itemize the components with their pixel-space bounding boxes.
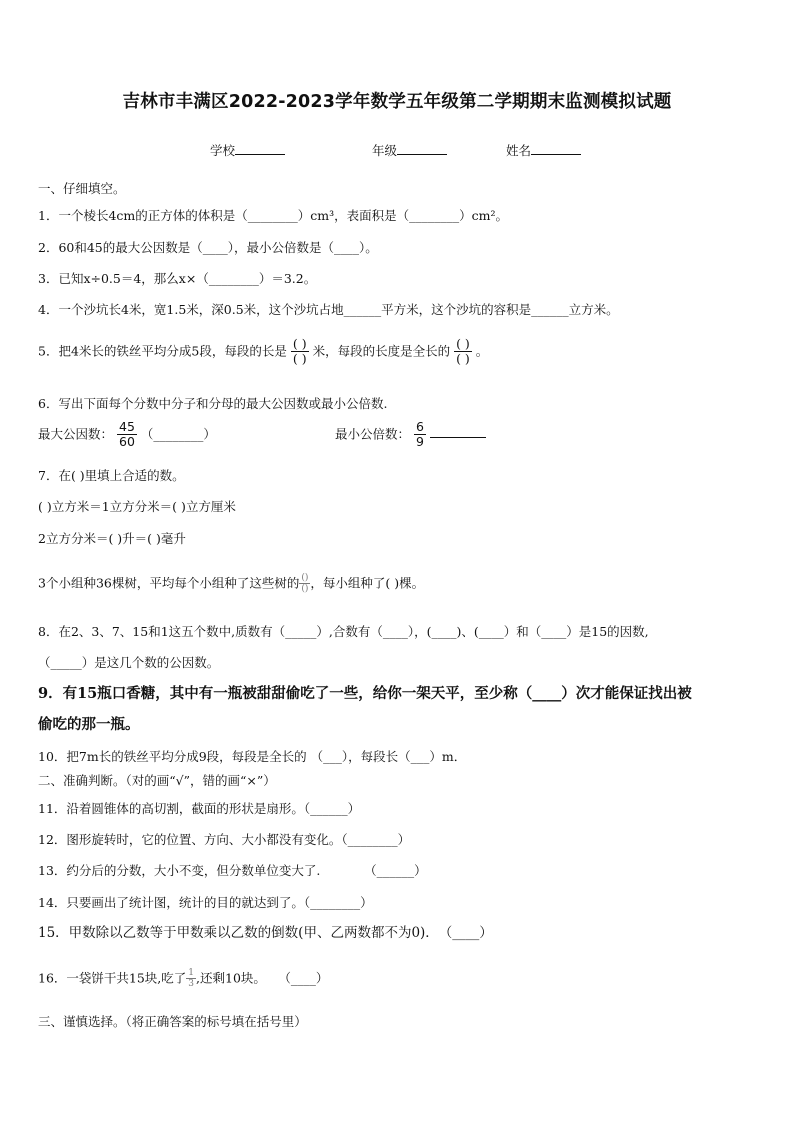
q6-f1-den: 60 bbox=[119, 434, 135, 450]
question-12: 12．图形旋转时，它的位置、方向、大小都没有变化。（________） bbox=[38, 832, 411, 847]
grade-label: 年级 bbox=[372, 143, 398, 158]
question-16 bbox=[38, 968, 328, 990]
q7c-fraction-blank bbox=[299, 573, 310, 595]
question-9: 9．有15瓶口香糖，其中有一瓶被甜甜偷吃了一些，给你一架天平，至少称（____）次才能保证找出被 bbox=[38, 685, 692, 702]
grade-blank[interactable] bbox=[397, 142, 447, 155]
section-heading-2: 二、准确判断。（对的画“√”，错的画“×”） bbox=[38, 773, 276, 788]
q5-f2-den: ( ) bbox=[456, 351, 470, 367]
q6-fraction-6-9 bbox=[414, 420, 426, 450]
section-heading-1: 一、仔细填空。 bbox=[38, 181, 126, 196]
q5-text-b: 米，每段的长度是全长的 bbox=[312, 343, 451, 359]
section-heading-3: 三、谨慎选择。（将正确答案的标号填在括号里） bbox=[38, 1014, 307, 1029]
q5-text-c: 。 bbox=[475, 343, 489, 359]
q6-f2-num: 6 bbox=[416, 419, 424, 434]
question-15: 15．甲数除以乙数等于甲数乘以乙数的倒数(甲、乙两数都不为0)． （____） bbox=[38, 925, 493, 941]
q6-lcm-label: 最小公倍数： bbox=[335, 426, 411, 442]
question-13: 13．约分后的分数，大小不变，但分数单位变大了. （______） bbox=[38, 863, 427, 878]
question-11: 11．沿着圆锥体的高切割，截面的形状是扇形。（______） bbox=[38, 801, 361, 816]
q6-gcd-blank: （________） bbox=[140, 426, 216, 442]
question-9-cont: 偷吃的那一瓶。 bbox=[38, 716, 140, 733]
q5-f1-den: ( ) bbox=[292, 351, 307, 367]
q5-f1-num: ( ) bbox=[292, 336, 307, 351]
question-4: 4．一个沙坑长4米，宽1.5米，深0.5米，这个沙坑占地______平方米，这个沙坑的容积是______立方米。 bbox=[38, 302, 619, 317]
question-8-cont: （_____）是这几个数的公因数。 bbox=[38, 655, 220, 670]
question-14: 14．只要画出了统计图，统计的目的就达到了。（________） bbox=[38, 895, 373, 910]
q5-text-a: 5．把4米长的铁丝平均分成5段，每段的长是 bbox=[38, 343, 287, 359]
q16-den: 3 bbox=[188, 979, 195, 990]
q7c-den: () bbox=[301, 584, 309, 595]
q16-text-b: ,还剩10块。 （____） bbox=[196, 970, 329, 986]
school-field[interactable] bbox=[210, 141, 285, 159]
q7-part-a: ( )立方米＝1立方分米＝( )立方厘米 bbox=[38, 499, 236, 514]
q5-fraction-blank-2 bbox=[454, 337, 472, 367]
q16-fraction-1-3 bbox=[186, 968, 196, 990]
school-blank[interactable] bbox=[235, 142, 285, 155]
q6-fraction-45-60 bbox=[117, 420, 137, 450]
q7c-text-a: 3个小组种36棵树，平均每个小组种了这些树的 bbox=[38, 575, 300, 591]
q7-part-c bbox=[38, 573, 424, 595]
q5-fraction-blank-1 bbox=[291, 337, 309, 367]
name-blank[interactable] bbox=[531, 142, 581, 155]
q5-f2-num: ( ) bbox=[456, 336, 470, 351]
q16-num: 1 bbox=[188, 968, 195, 978]
q6-f1-num: 45 bbox=[119, 419, 135, 434]
question-1: 1．一个棱长4cm的正方体的体积是（________）cm³，表面积是（________）cm²。 bbox=[38, 208, 508, 223]
q7c-num: () bbox=[301, 573, 309, 583]
q7c-text-b: ，每小组种了( )棵。 bbox=[310, 575, 425, 591]
name-field[interactable] bbox=[506, 141, 581, 159]
q6-gcd-line bbox=[38, 420, 216, 450]
school-label: 学校 bbox=[210, 143, 236, 158]
question-5 bbox=[38, 337, 488, 367]
grade-field[interactable] bbox=[372, 141, 447, 159]
q6-lcm-line bbox=[335, 420, 486, 450]
question-3: 3．已知x÷0.5＝4，那么x×（________）＝3.2。 bbox=[38, 271, 317, 286]
name-label: 姓名 bbox=[506, 143, 532, 158]
page-title: 吉林市丰满区2022-2023学年数学五年级第二学期期末监测模拟试题 bbox=[122, 92, 672, 112]
question-8: 8．在2、3、7、15和1这五个数中,质数有（_____）,合数有（____），(____)、(____）和（____）是15的因数, bbox=[38, 624, 649, 639]
question-10: 10．把7m长的铁丝平均分成9段，每段是全长的 （___），每段长（___）m． bbox=[38, 749, 467, 764]
q7-part-b: 2立方分米＝( )升＝( )毫升 bbox=[38, 531, 186, 546]
q6-lcm-blank[interactable] bbox=[430, 425, 486, 438]
question-7: 7．在( )里填上合适的数。 bbox=[38, 468, 185, 483]
question-6: 6．写出下面每个分数中分子和分母的最大公因数或最小公倍数. bbox=[38, 396, 388, 411]
q16-text-a: 16．一袋饼干共15块,吃了 bbox=[38, 970, 187, 986]
q6-gcd-label: 最大公因数： bbox=[38, 426, 114, 442]
q6-f2-den: 9 bbox=[416, 434, 424, 450]
question-2: 2．60和45的最大公因数是（____），最小公倍数是（____）。 bbox=[38, 240, 378, 255]
